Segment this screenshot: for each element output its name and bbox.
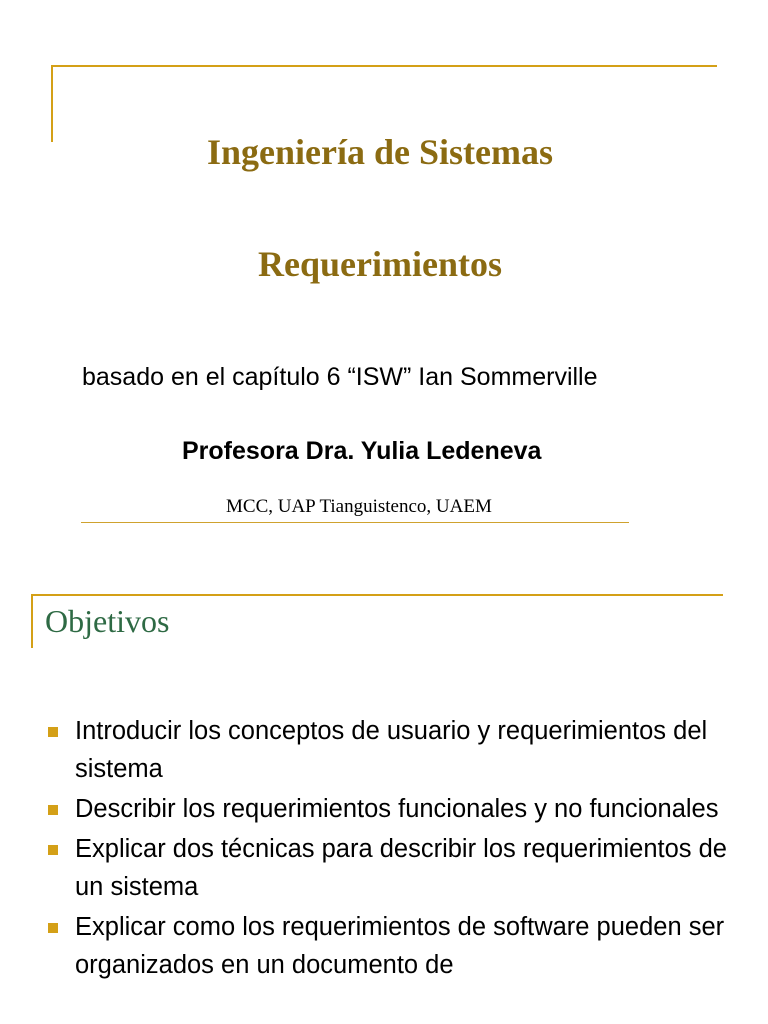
list-item xyxy=(0,790,768,828)
list-item-text: Explicar como los requerimientos de software pueden ser organizados en un documento de xyxy=(75,913,725,979)
bottom-rule xyxy=(81,522,629,523)
slide-subtitle: Requerimientos xyxy=(258,244,502,284)
list-item xyxy=(0,830,768,906)
list-item-text: Describir los requerimientos funcionales y no funcionales xyxy=(75,795,719,823)
list-item xyxy=(0,908,768,984)
author-affiliation: MCC, UAP Tianguistenco, UAEM xyxy=(226,496,492,517)
slide-title: Ingeniería de Sistemas xyxy=(207,132,553,172)
square-bullet-icon xyxy=(48,805,58,815)
list-item-text: Introducir los conceptos de usuario y requerimientos del sistema xyxy=(75,717,708,783)
list-item xyxy=(0,712,768,788)
square-bullet-icon xyxy=(48,845,58,855)
left-rule xyxy=(31,594,33,648)
source-reference: basado en el capítulo 6 “ISW” Ian Sommerville xyxy=(82,363,598,391)
top-rule xyxy=(31,594,723,596)
objectives-list xyxy=(0,712,768,986)
square-bullet-icon xyxy=(48,727,58,737)
author-name: Profesora Dra. Yulia Ledeneva xyxy=(182,437,542,465)
list-item-text: Explicar dos técnicas para describir los requerimientos de un sistema xyxy=(75,835,727,901)
section-heading: Objetivos xyxy=(45,603,170,639)
top-rule xyxy=(51,65,717,67)
square-bullet-icon xyxy=(48,923,58,933)
